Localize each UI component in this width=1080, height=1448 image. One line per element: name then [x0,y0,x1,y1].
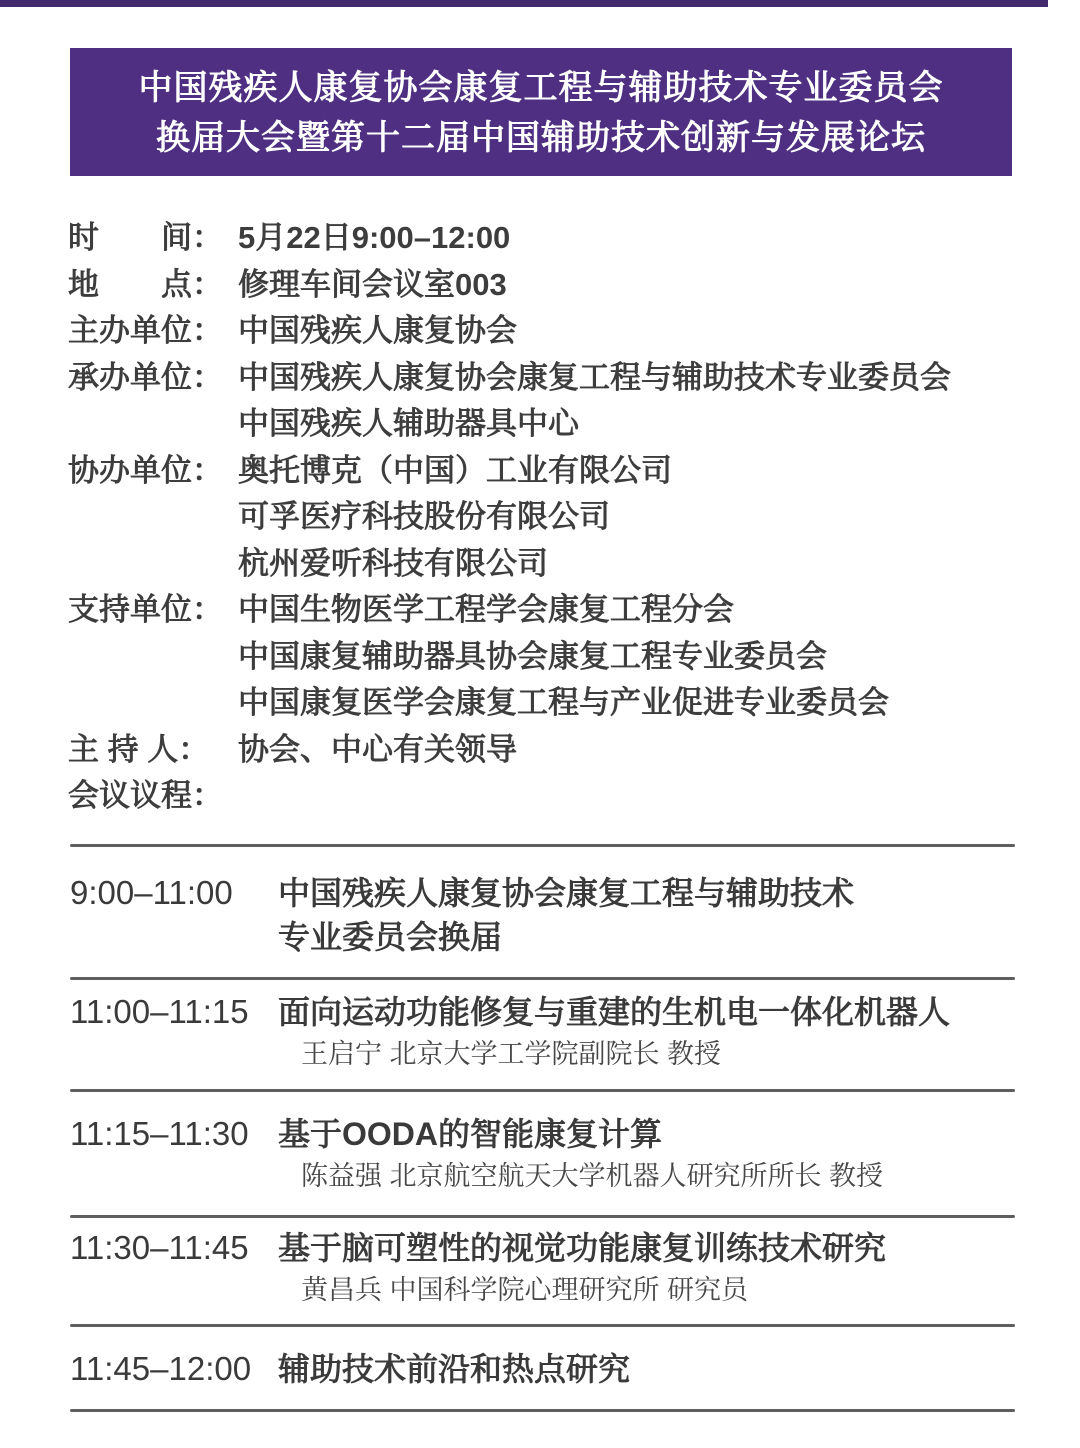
agenda-session-5 [0,1327,1080,1409]
detail-value: 中国生物医学工程学会康复工程分会 [238,592,734,627]
detail-row-agenda-heading [68,773,1040,820]
detail-value: 中国康复辅助器具协会康复工程专业委员会 [238,638,827,674]
detail-row-organizer-cont [68,401,1040,448]
agenda-session-3 [0,1092,1080,1215]
detail-value: 协会、中心有关领导 [238,731,517,767]
detail-row-coorganizer-cont [68,494,1040,541]
detail-label: 承办单位： [68,359,223,395]
detail-value: 中国残疾人辅助器具中心 [238,406,579,441]
detail-row-supporter-cont [68,634,1040,681]
session-speaker: 王启宁 北京大学工学院副院长 教授 [301,1039,722,1069]
session-title: 辅助技术前沿和热点研究 [278,1351,631,1387]
event-details [68,215,1040,820]
detail-value: 中国康复医学会康复工程与产业促进专业委员会 [238,685,889,720]
detail-row-time [68,215,1040,262]
detail-label [68,401,238,448]
detail-row-location [68,262,1040,309]
detail-label [68,634,238,681]
session-title: 面向运动功能修复与重建的生机电一体化机器人 [278,994,951,1030]
session-title-line2: 专业委员会换届 [278,919,503,955]
session-title: 基于OODA的智能康复计算 [278,1116,663,1152]
detail-value: 奥托博克（中国）工业有限公司 [238,452,672,488]
detail-row-moderator [68,727,1040,774]
detail-label [68,541,238,588]
detail-value: 中国残疾人康复协会 [238,313,517,348]
detail-row-coorganizer-cont [68,541,1040,588]
banner-title-line1: 中国残疾人康复协会康复工程与辅助技术专业委员会 [138,69,944,107]
detail-row-supporter [68,587,1040,634]
detail-row-organizer [68,355,1040,402]
detail-label: 支持单位： [68,592,223,627]
agenda-session-1 [0,847,1080,977]
detail-label: 主办单位： [68,313,223,348]
detail-value: 杭州爱听科技有限公司 [238,545,548,581]
detail-value: 修理车间会议室003 [238,266,507,302]
session-time: 11:45–12:00 [70,1350,252,1387]
detail-label: 主 持 人： [68,731,210,767]
detail-label [68,494,238,541]
detail-label [68,680,238,727]
detail-value: 中国残疾人康复协会康复工程与辅助技术专业委员会 [238,359,951,395]
session-speaker: 黄昌兵 中国科学院心理研究所 研究员 [301,1275,749,1305]
detail-label: 时 间： [68,220,223,255]
detail-row-supporter-cont [68,680,1040,727]
agenda-session-4 [0,1218,1080,1324]
detail-label: 地 点： [68,266,223,302]
banner-title-line2: 换届大会暨第十二届中国辅助技术创新与发展论坛 [156,119,926,157]
agenda-schedule [0,844,1080,1412]
session-body [278,1112,1080,1196]
section-divider [70,1409,1015,1412]
detail-value: 5月22日9:00–12:00 [238,220,511,255]
session-body [278,1347,1080,1391]
detail-row-coorganizer [68,448,1040,495]
detail-value: 可孚医疗科技股份有限公司 [238,499,610,534]
session-title: 基于脑可塑性的视觉功能康复训练技术研究 [278,1230,887,1266]
top-accent-bar [0,0,1048,7]
session-time: 11:15–11:30 [70,1115,249,1152]
detail-label: 协办单位： [68,452,223,488]
session-time: 11:30–11:45 [70,1229,249,1266]
detail-value [238,773,1040,820]
session-speaker: 陈益强 北京航空航天大学机器人研究所所长 教授 [301,1161,884,1191]
session-title: 中国残疾人康复协会康复工程与辅助技术 [278,875,855,911]
conference-title-banner [70,48,1012,176]
session-time: 11:00–11:15 [70,993,249,1030]
session-body [278,990,1080,1074]
session-body [278,871,1080,959]
agenda-session-2 [0,980,1080,1089]
detail-row-host [68,308,1040,355]
session-time: 9:00–11:00 [70,874,233,911]
session-body [278,1226,1080,1310]
detail-label: 会议议程： [68,778,223,813]
